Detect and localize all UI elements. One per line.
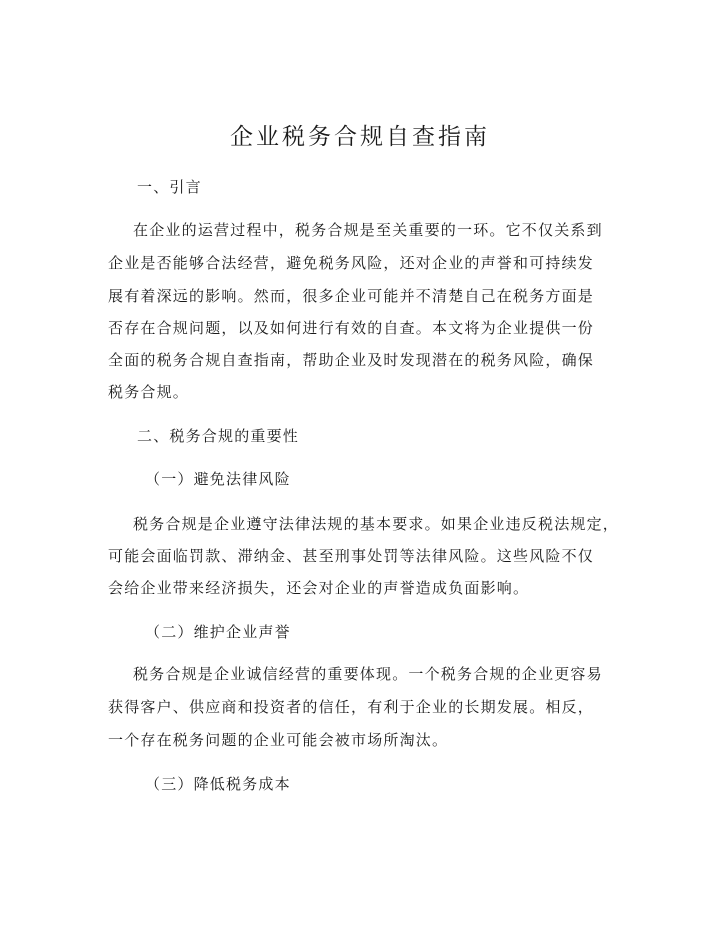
paragraph-line: 获得客户、供应商和投资者的信任，有利于企业的长期发展。相反，	[108, 698, 595, 716]
paragraph-line: 一个存在税务问题的企业可能会被市场所淘汰。	[108, 731, 449, 749]
paragraph-line: 可能会面临罚款、滞纳金、甚至刑事处罚等法律风险。这些风险不仅	[108, 547, 595, 565]
subsection-heading-tax-cost: （三）降低税务成本	[145, 775, 291, 793]
subsection-heading-reputation: （二）维护企业声誉	[145, 623, 291, 641]
paragraph-line: 在企业的运营过程中，税务合规是至关重要的一环。它不仅关系到	[133, 221, 603, 239]
paragraph-line: 全面的税务合规自查指南，帮助企业及时发现潜在的税务风险，确保	[108, 351, 595, 369]
paragraph-line: 企业是否能够合法经营，避免税务风险，还对企业的声誉和可持续发	[108, 254, 595, 272]
paragraph-line: 会给企业带来经济损失，还会对企业的声誉造成负面影响。	[108, 579, 530, 597]
section-heading-importance: 二、税务合规的重要性	[137, 427, 300, 445]
paragraph-line: 否存在合规问题，以及如何进行有效的自查。本文将为企业提供一份	[108, 319, 595, 337]
paragraph-line: 税务合规。	[108, 383, 190, 401]
subsection-heading-legal-risk: （一）避免法律风险	[145, 470, 291, 488]
paragraph-line: 展有着深远的影响。然而，很多企业可能并不清楚自己在税务方面是	[108, 287, 595, 305]
section-heading-intro: 一、引言	[137, 178, 202, 196]
document-title: 企业税务合规自查指南	[230, 124, 490, 150]
paragraph-line: 税务合规是企业诚信经营的重要体现。一个税务合规的企业更容易	[133, 665, 603, 683]
paragraph-line: 税务合规是企业遵守法律法规的基本要求。如果企业违反税法规定，	[133, 515, 620, 533]
